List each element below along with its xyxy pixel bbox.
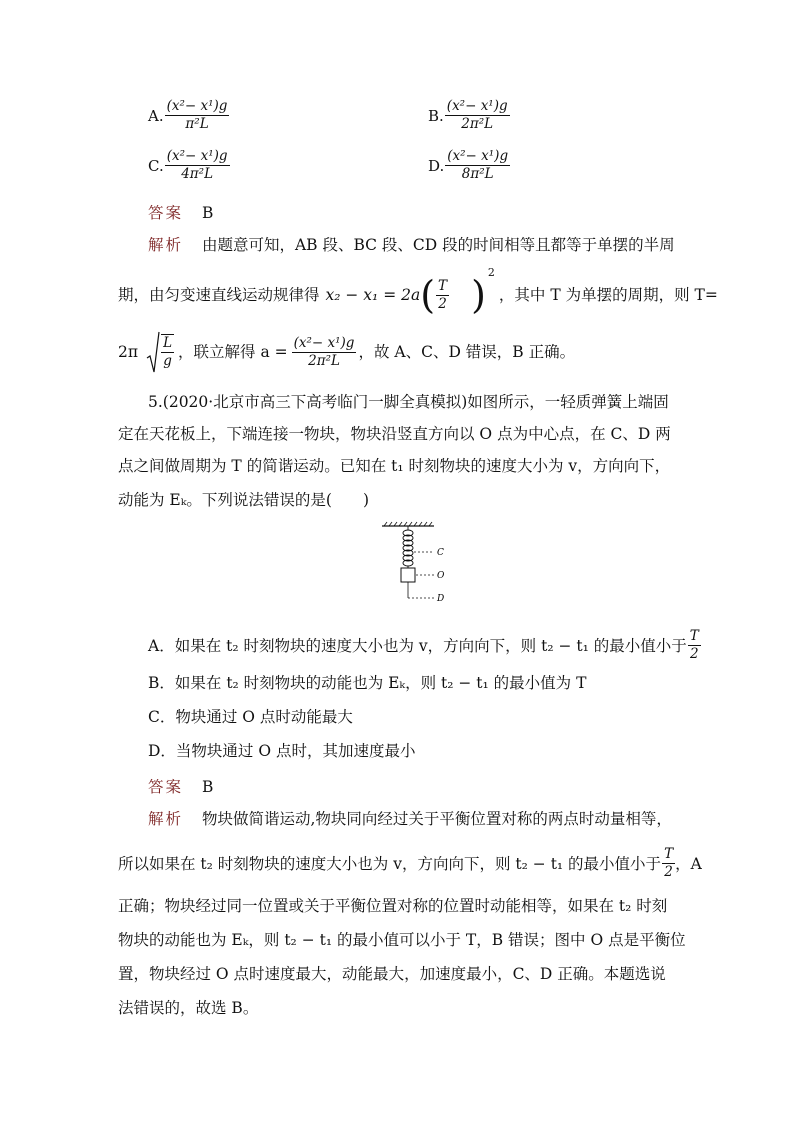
- answer-2-tag: 答案: [148, 778, 184, 796]
- option-d-numerator: (x²− x¹)g: [447, 148, 509, 164]
- explain-2-line-2: [118, 846, 702, 881]
- sqrt-fraction: [161, 334, 174, 370]
- explain-2-line-6: 法错误的，故选 B。: [118, 999, 259, 1017]
- block: [401, 568, 415, 582]
- label-o: O: [437, 571, 445, 581]
- label-c: C: [437, 548, 444, 558]
- sqrt-sign-icon: [146, 330, 160, 374]
- option-c-numerator: (x²− x¹)g: [166, 148, 228, 164]
- explain-2-text-2-post: ，A: [675, 854, 702, 873]
- option-c-denominator: 4π²L: [181, 166, 214, 182]
- choice-a-text: A．如果在 t₂ 时刻物块的速度大小也为 v，方向向下，则 t₂ − t₁ 的最小值小于: [148, 636, 687, 655]
- explain-1-text-3-post: ，故 A、C、D 错误，B 正确。: [358, 343, 576, 361]
- option-d-fraction: [445, 148, 510, 183]
- question-5-line-3: 点之间做周期为 T 的简谐运动。已知在 t₁ 时刻物块的速度大小为 v，方向向下，: [118, 457, 671, 475]
- answer-2: [148, 775, 213, 797]
- explain-2-line-3: 正确；物块经过同一位置或关于平衡位置对称的位置时动能相等，如果在 t₂ 时刻: [118, 897, 668, 915]
- sqrt-numerator: L: [163, 335, 173, 351]
- option-a-fraction: [165, 98, 230, 133]
- choice-a: [148, 628, 701, 663]
- explain-2-tag: 解析: [148, 810, 184, 828]
- explain-2-text-2: 所以如果在 t₂ 时刻物块的速度大小也为 v，方向向下，则 t₂ − t₁ 的最小值小于: [118, 854, 662, 873]
- option-b-label: B.: [428, 106, 444, 125]
- spring-coil: [403, 526, 413, 568]
- explain-1-line-3: [118, 330, 575, 374]
- explain-1-text-2-post: ，其中 T 为单摆的周期，则 T=: [498, 286, 718, 304]
- answer-1-tag: 答案: [148, 204, 184, 222]
- explain-2-numerator: T: [664, 846, 674, 862]
- explain-1-tag: 解析: [148, 236, 184, 254]
- explain-1-line-1: [148, 235, 675, 255]
- explain-1-text-2-pre: 期，由匀变速直线运动规律得: [118, 286, 320, 304]
- option-b-fraction: [445, 98, 510, 133]
- option-b: [428, 98, 510, 133]
- two-pi: 2π: [118, 343, 139, 361]
- option-a-numerator: (x²− x¹)g: [166, 98, 228, 114]
- explain-2-text-1: 物块做简谐运动,物块同向经过关于平衡位置对称的两点时动量相等，: [201, 810, 672, 828]
- answer-1-value: B: [201, 204, 214, 222]
- option-d: [428, 148, 510, 183]
- choice-a-numerator: T: [689, 628, 699, 644]
- question-5-line-4: 动能为 Eₖ。下列说法错误的是( ): [118, 491, 369, 509]
- explain-2-line-1: [148, 809, 672, 829]
- left-paren: (: [420, 273, 436, 317]
- explain-2-fraction: [662, 846, 675, 881]
- explain-1-line-2: [118, 266, 718, 317]
- explain-2-line-5: 置，物块经过 O 点时速度最大，动能最大，加速度最小，C、D 正确。本题选说: [118, 965, 666, 983]
- answer-2-value: B: [201, 778, 214, 796]
- choice-d: D．当物块通过 O 点时，其加速度最小: [148, 742, 416, 760]
- option-a: [148, 98, 229, 133]
- a-numerator: (x²− x¹)g: [293, 334, 355, 351]
- t-half-denominator: 2: [438, 295, 447, 312]
- explain-1-text-3-mid: ，联立解得 a =: [178, 343, 288, 361]
- option-d-label: D.: [428, 156, 445, 175]
- explain-1-text-1: 由题意可知，AB 段、BC 段、CD 段的时间相等且都等于单摆的半周: [201, 236, 675, 254]
- t-half-numerator: T: [438, 277, 448, 294]
- option-b-denominator: 2π²L: [461, 116, 494, 132]
- spring-figure: [378, 520, 458, 606]
- a-denominator: 2π²L: [308, 352, 340, 369]
- sqrt-denominator: g: [163, 353, 172, 369]
- choice-a-fraction: [688, 628, 701, 663]
- option-c-label: C.: [148, 156, 164, 175]
- option-a-denominator: π²L: [185, 116, 209, 132]
- label-d: D: [437, 594, 445, 604]
- explain-1-equation: x₂ − x₁ = 2a: [325, 286, 421, 304]
- explain-1-t-half: [436, 278, 449, 313]
- option-c-fraction: [165, 148, 230, 183]
- option-c: [148, 148, 230, 183]
- explain-2-denominator: 2: [664, 864, 673, 880]
- explain-2-line-4: 物块的动能也为 Eₖ，则 t₂ − t₁ 的最小值可以小于 T，B 错误；图中 O 点是平衡位: [118, 931, 686, 949]
- a-fraction: [292, 335, 357, 370]
- choice-b: B．如果在 t₂ 时刻物块的动能也为 Eₖ，则 t₂ − t₁ 的最小值为 T: [148, 674, 587, 692]
- exponent: 2: [487, 266, 495, 279]
- question-5-line-1: 5.(2020·北京市高三下高考临门一脚全真模拟)如图所示，一轻质弹簧上端固: [148, 393, 669, 411]
- choice-c: C．物块通过 O 点时动能最大: [148, 708, 353, 726]
- answer-1: [148, 201, 213, 223]
- option-a-label: A.: [148, 106, 164, 125]
- question-5-line-2: 定在天花板上，下端连接一物块，物块沿竖直方向以 O 点为中心点，在 C、D 两: [118, 425, 671, 443]
- choice-a-denominator: 2: [689, 646, 699, 662]
- option-b-numerator: (x²− x¹)g: [446, 98, 508, 114]
- right-paren: ): [471, 273, 486, 317]
- sqrt-l-over-g: [146, 330, 174, 374]
- option-d-denominator: 8π²L: [461, 166, 494, 182]
